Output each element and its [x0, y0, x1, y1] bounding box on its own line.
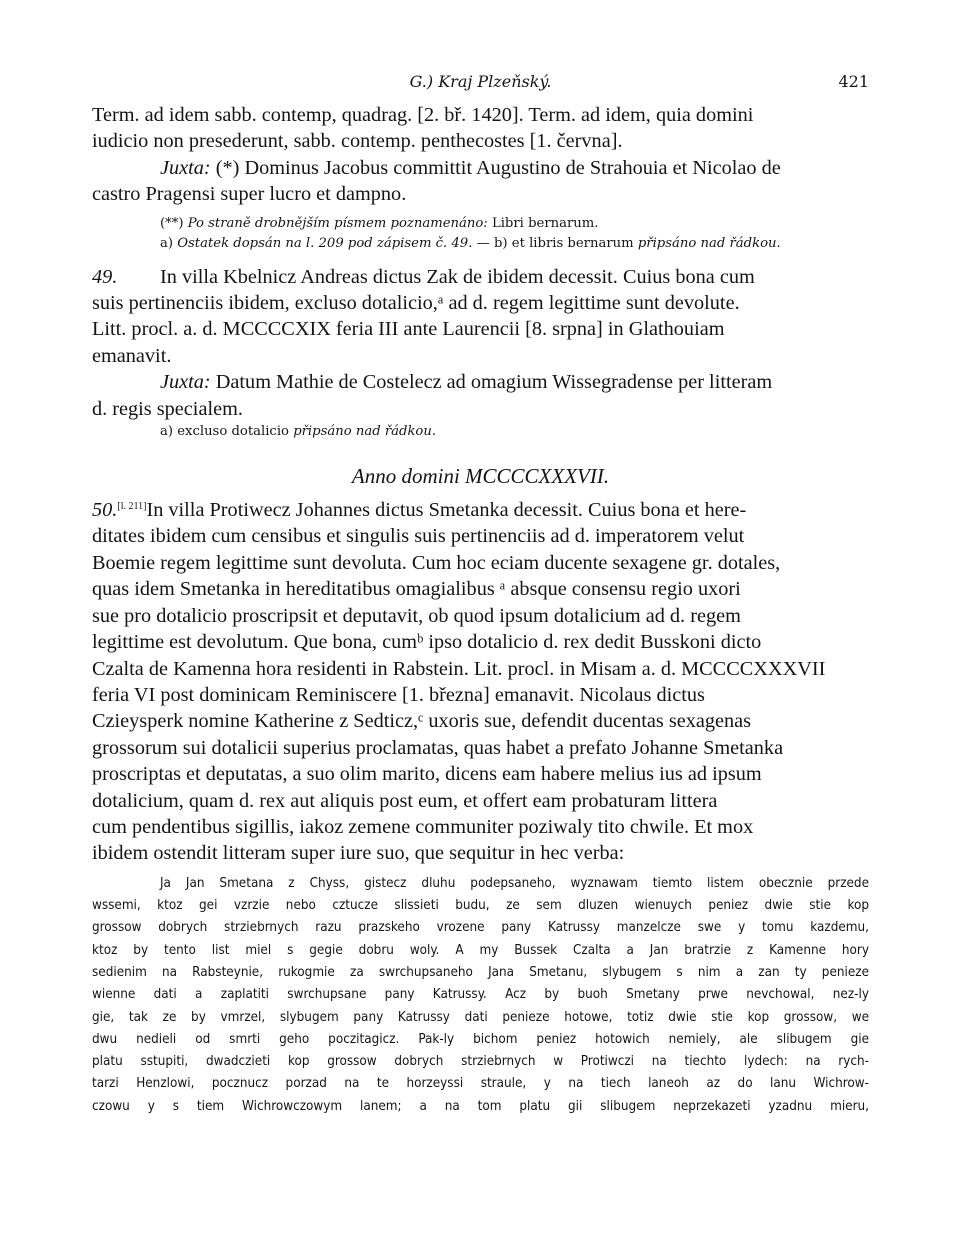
text-line: In villa Kbelnicz Andreas dictus Zak de ibidem decessit. Cuius bona cum [160, 265, 755, 288]
entry-50 [92, 497, 869, 867]
footnote-text: — b) et libris bernarum [476, 235, 634, 251]
juxta-label: Juxta: [160, 371, 211, 394]
text-line: Czieysperk nomine Katherine z Sedticz,ᶜ uxoris sue, defendit ducentas sexagenas [92, 710, 752, 733]
entry-first-line [92, 264, 869, 290]
text-line: d. regis specialem. [92, 397, 243, 420]
footnote [92, 234, 869, 254]
footnote-text: excluso dotalicio [177, 424, 289, 440]
quoted-letter [92, 873, 869, 1118]
text-line: legittime est devolutum. Que bona, cumᵇ ipso dotalicio d. rex dedit Busskoni dicto [92, 631, 762, 654]
text-line: suis pertinenciis ibidem, excluso dotalicio,ᵃ ad d. regem legittime sunt devolute. [92, 292, 740, 315]
quote-line: dwu nedieli od smrti geho poczitagicz. Pak-ly bichom peniez hotowich nemiely, ale slibugem gie [92, 1031, 869, 1047]
text-line: sue pro dotalicio proscripsit et deputavit, ob quod ipsum dotalicium ad d. regem [92, 604, 741, 627]
footnote-marker: (**) [160, 215, 184, 231]
text-line: dotalicium, quam d. rex aut aliquis post eum, et offert eam probaturam littera [92, 789, 718, 812]
footnote [92, 214, 869, 234]
juxta-text: (*) Dominus Jacobus committit Augustino de Strahouia et Nicolao de [215, 156, 781, 179]
text-line: feria VI post dominicam Reminiscere [1. března] emanavit. Nicolaus dictus [92, 683, 705, 706]
quote-line: grossow dobrych strziebrnych razu prazskeho vrozene pany Katrussy manzelcze swe y tomu kazdemu, [92, 920, 869, 936]
text-line: castro Pragensi super lucro et dampno. [92, 183, 407, 206]
page-number: 421 [838, 72, 869, 91]
juxta-label: Juxta: [160, 156, 211, 179]
block-continuation [92, 102, 869, 208]
juxta-text: Datum Mathie de Costelecz ad omagium Wissegradense per litteram [215, 371, 773, 394]
text-line: Term. ad idem sabb. contemp, quadrag. [2. bř. 1420]. Term. ad idem, quia domini [92, 104, 754, 126]
page [92, 72, 869, 1118]
text-line: iudicio non presederunt, sabb. contemp. penthecostes [1. června]. [92, 130, 623, 153]
header-title: G.) Kraj Plzeňský. [409, 72, 552, 91]
footnote-italic: připsáno nad řádkou. [293, 424, 437, 440]
text-line: In villa Protiwecz Johannes dictus Smetanka decessit. Cuius bona et here- [146, 499, 747, 522]
quote-line: tarzi Henzlowi, pocznucz porzad na te horzeyssi straule, y na tiech laneoh az do lanu Wichrow- [92, 1076, 869, 1092]
quote-line: czowu y s tiem Wichrowczowym lanem; a na tom platu gii slibugem neprzekazeti yzadnu mieru, [92, 1098, 869, 1114]
folio-reference: [l. 211] [117, 501, 147, 513]
text-line: Czalta de Kamenna hora residenti in Rabstein. Lit. procl. in Misam a. d. MCCCCXXXVII [92, 657, 826, 680]
quote-line: wssemi, ktoz gei vzrzie nebo cztucze slissieti budu, ze sem dluzen wienuych peniez dwie stie kop [92, 898, 869, 914]
text-line: ditates ibidem cum censibus et singulis suis pertinenciis ad d. imperatorem velut [92, 525, 745, 548]
entry-first-line [92, 497, 869, 523]
year-heading: Anno domini MCCCCXXXVII. [351, 464, 610, 489]
entry-number: 49. [92, 265, 118, 288]
entry-number: 50. [92, 499, 118, 522]
footnote-marker: a) [160, 235, 174, 251]
quote-line: ktoz by tento list miel s gegie dobru woly. A my Bussek Czalta a Jan bratrzie z Kamenne hory [92, 942, 869, 958]
text-line: cum pendentibus sigillis, iakoz zemene communiter poziwaly tito chwile. Et mox [92, 815, 754, 838]
quote-line: platu sstupiti, dwadczieti kop grossow dobrych strziebrnych w Protiwczi na tiechto lydech: na rych- [92, 1054, 869, 1070]
quote-line: gie, tak ze by vmrzel, slybugem pany Katrussy dati penieze hotowe, totiz dwie stie kop grossow, we [92, 1009, 869, 1025]
text-line: emanavit. [92, 344, 172, 367]
text-line: quas idem Smetanka in hereditatibus omagialibus ᵃ absque consensu regio uxori [92, 578, 741, 601]
quote-line: Ja Jan Smetana z Chyss, gistecz dluhu podepsaneho, wyznawam tiemto listem obecznie przede [160, 875, 869, 891]
text-line: ibidem ostendit litteram super iure suo, que sequitur in hec verba: [92, 842, 625, 865]
text-line: Boemie regem legittime sunt devoluta. Cum hoc eciam ducente sexagene gr. dotales, [92, 551, 781, 574]
quote-line: wienne dati a zaplatiti swrchupsane pany Katrussy. Acz by buoh Smetany prwe nevchowal, nez-ly [92, 987, 869, 1003]
footnote-italic: Po straně drobnějším písmem poznamenáno: [187, 215, 488, 231]
footnote [92, 422, 869, 442]
text-line: grossorum sui dotalicii superius proclamatas, quas habet a prefato Johanne Smetanka [92, 736, 784, 759]
juxta-line [92, 369, 869, 395]
footnote-marker: a) [160, 424, 174, 440]
quote-line: sedienim na Rabsteynie, rukogmie za swrchupsaneho Jana Smetanu, slybugem s nim a zan ty penieze [92, 964, 869, 980]
running-header [92, 72, 869, 98]
footnote-italic: připsáno nad řádkou. [637, 235, 781, 251]
entry-49 [92, 264, 869, 422]
juxta-line [92, 155, 869, 181]
text-line: proscriptas et deputatas, a suo olim marito, dicens eam habere melius ius ad ipsum [92, 763, 762, 786]
footnote-italic: Ostatek dopsán na l. 209 pod zápisem č. 49. [177, 235, 473, 251]
text-line: Litt. procl. a. d. MCCCCXIX feria III ante Laurencii [8. srpna] in Glathouiam [92, 318, 725, 341]
footnote-text: Libri bernarum. [491, 215, 599, 231]
